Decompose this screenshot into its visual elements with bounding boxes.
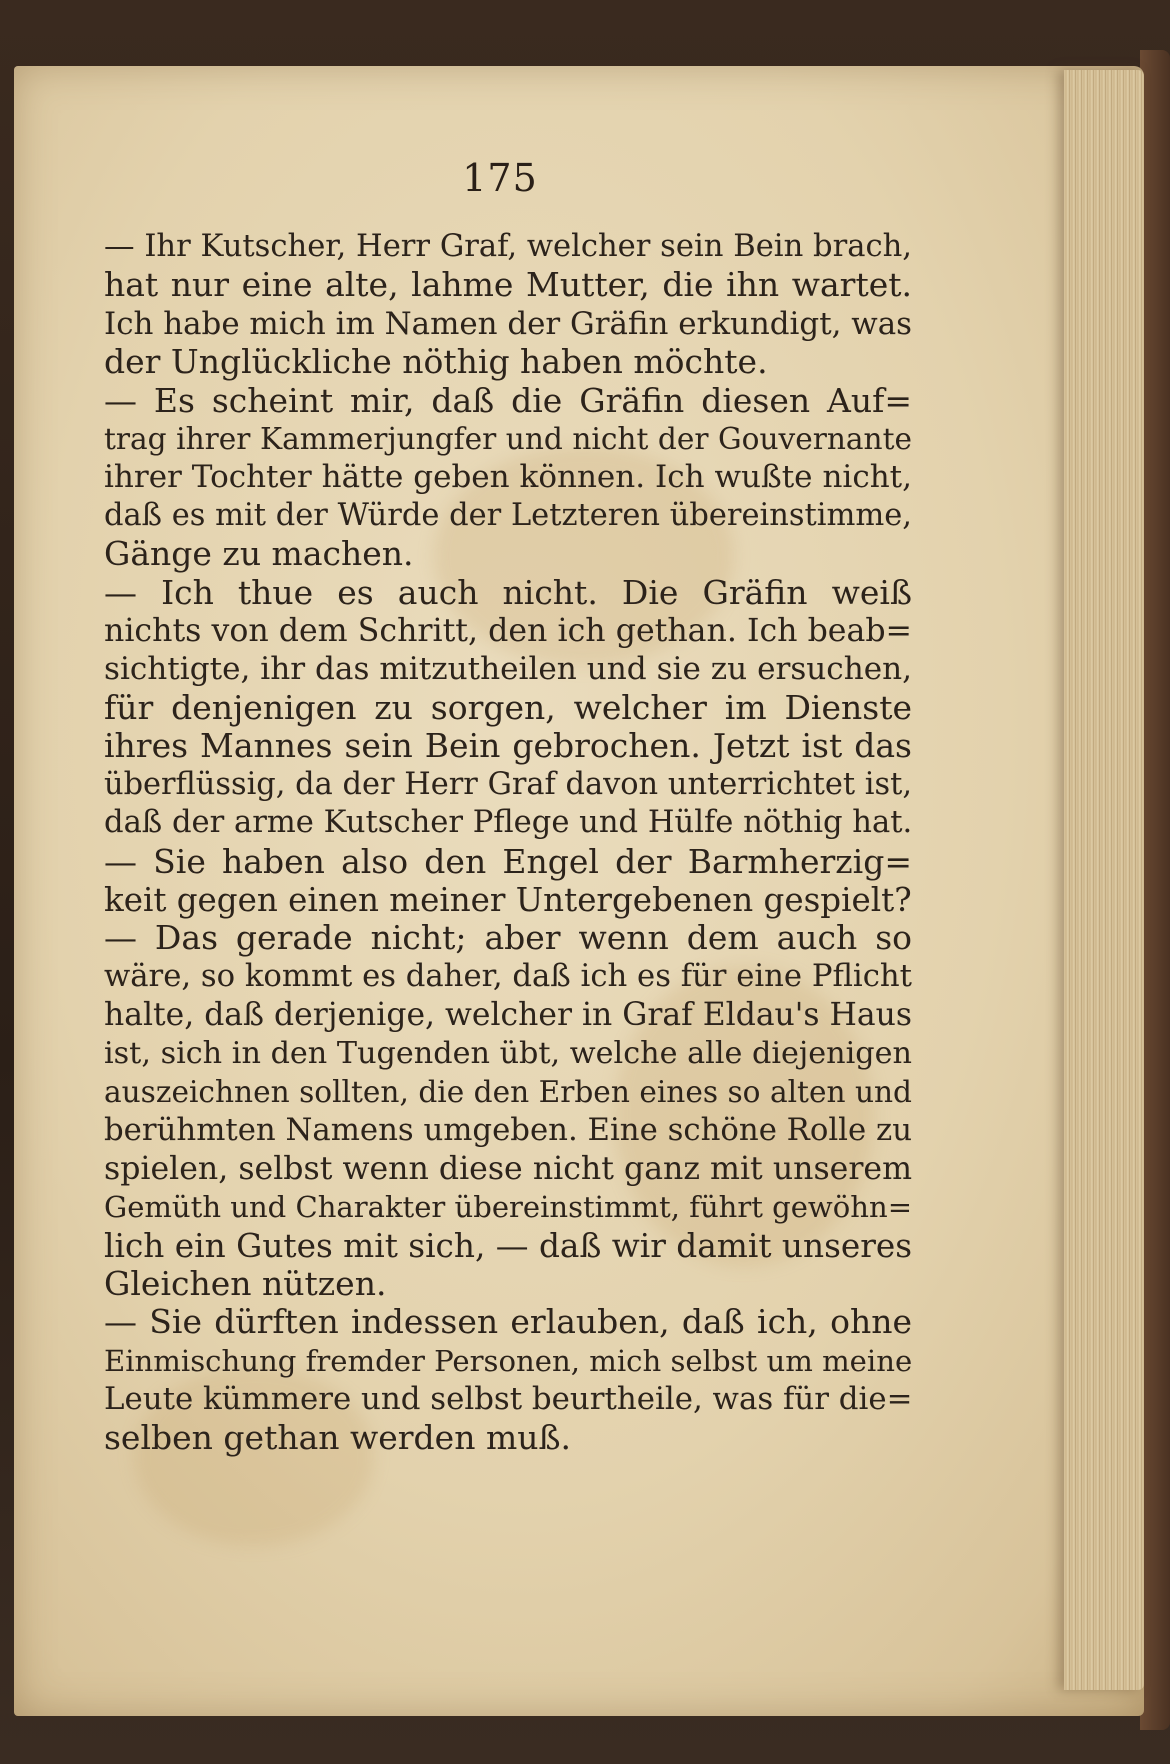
text-line: nichts von dem Schritt, den ich gethan. Ich beab=: [104, 613, 912, 650]
text-line: ihrer Tochter hätte geben können. Ich wußte nicht,: [104, 459, 912, 496]
text-line: auszeichnen sollten, die den Erben eines so alten und: [104, 1074, 912, 1109]
text-line: — Sie dürften indessen erlauben, daß ich, ohne: [104, 1302, 912, 1342]
text-line: sichtigte, ihr das mitzutheilen und sie zu ersuchen,: [104, 651, 912, 688]
text-line: trag ihrer Kammerjungfer und nicht der Gouvernante: [104, 422, 912, 457]
text-line: — Ich thue es auch nicht. Die Gräfin weiß: [104, 572, 912, 612]
text-line: Gemüth und Charakter übereinstimmt, führt gewöhn=: [104, 1190, 913, 1225]
text-line: Einmischung fremder Personen, mich selbst um meine: [104, 1343, 913, 1378]
text-line: für denjenigen zu sorgen, welcher im Dienste: [104, 687, 912, 727]
text-line: überflüssig, da der Herr Graf davon unterrichtet ist,: [104, 766, 912, 802]
text-line: daß es mit der Würde der Letzteren übereinstimme,: [104, 497, 912, 533]
text-line: ihres Mannes sein Bein gebrochen. Jetzt ist das: [104, 726, 912, 766]
text-line: — Ihr Kutscher, Herr Graf, welcher sein Bein brach,: [104, 229, 912, 264]
text-line: selben gethan werden muß.: [104, 1417, 572, 1457]
page-number: 175: [462, 156, 538, 200]
text-line: — Das gerade nicht; aber wenn dem auch so: [104, 918, 912, 958]
text-line: Gleichen nützen.: [104, 1263, 387, 1303]
text-line: daß der arme Kutscher Pflege und Hülfe nöthig hat.: [104, 805, 913, 841]
text-line: — Es scheint mir, daß die Gräfin diesen Auf=: [104, 380, 912, 420]
text-line: berühmten Namens umgeben. Eine schöne Rolle zu: [104, 1112, 912, 1149]
text-line: Ich habe mich im Namen der Gräfin erkundigt, was: [104, 305, 912, 342]
text-line: hat nur eine alte, lahme Mutter, die ihn wartet.: [104, 265, 912, 305]
book-cover-edge: [1140, 50, 1170, 1730]
text-line: ist, sich in den Tugenden übt, welche alle diejenigen: [104, 1035, 912, 1071]
text-line: keit gegen einen meiner Untergebenen gespielt?: [104, 880, 912, 919]
text-line: — Sie haben also den Engel der Barmherzig=: [104, 841, 912, 881]
text-line: Gänge zu machen.: [104, 534, 414, 574]
text-line: Leute kümmere und selbst beurtheile, was für die=: [104, 1381, 913, 1418]
text-line: wäre, so kommt es daher, daß ich es für eine Pflicht: [104, 958, 912, 994]
text-line: spielen, selbst wenn diese nicht ganz mit unserem: [104, 1150, 912, 1187]
page-edges-binding: [1064, 70, 1144, 1690]
text-line: lich ein Gutes mit sich, — daß wir damit unseres: [104, 1226, 913, 1265]
text-line: der Unglückliche nöthig haben möchte.: [104, 342, 768, 382]
body-text: [104, 228, 912, 1457]
text-line: halte, daß derjenige, welcher in Graf Eldau's Haus: [104, 997, 912, 1034]
